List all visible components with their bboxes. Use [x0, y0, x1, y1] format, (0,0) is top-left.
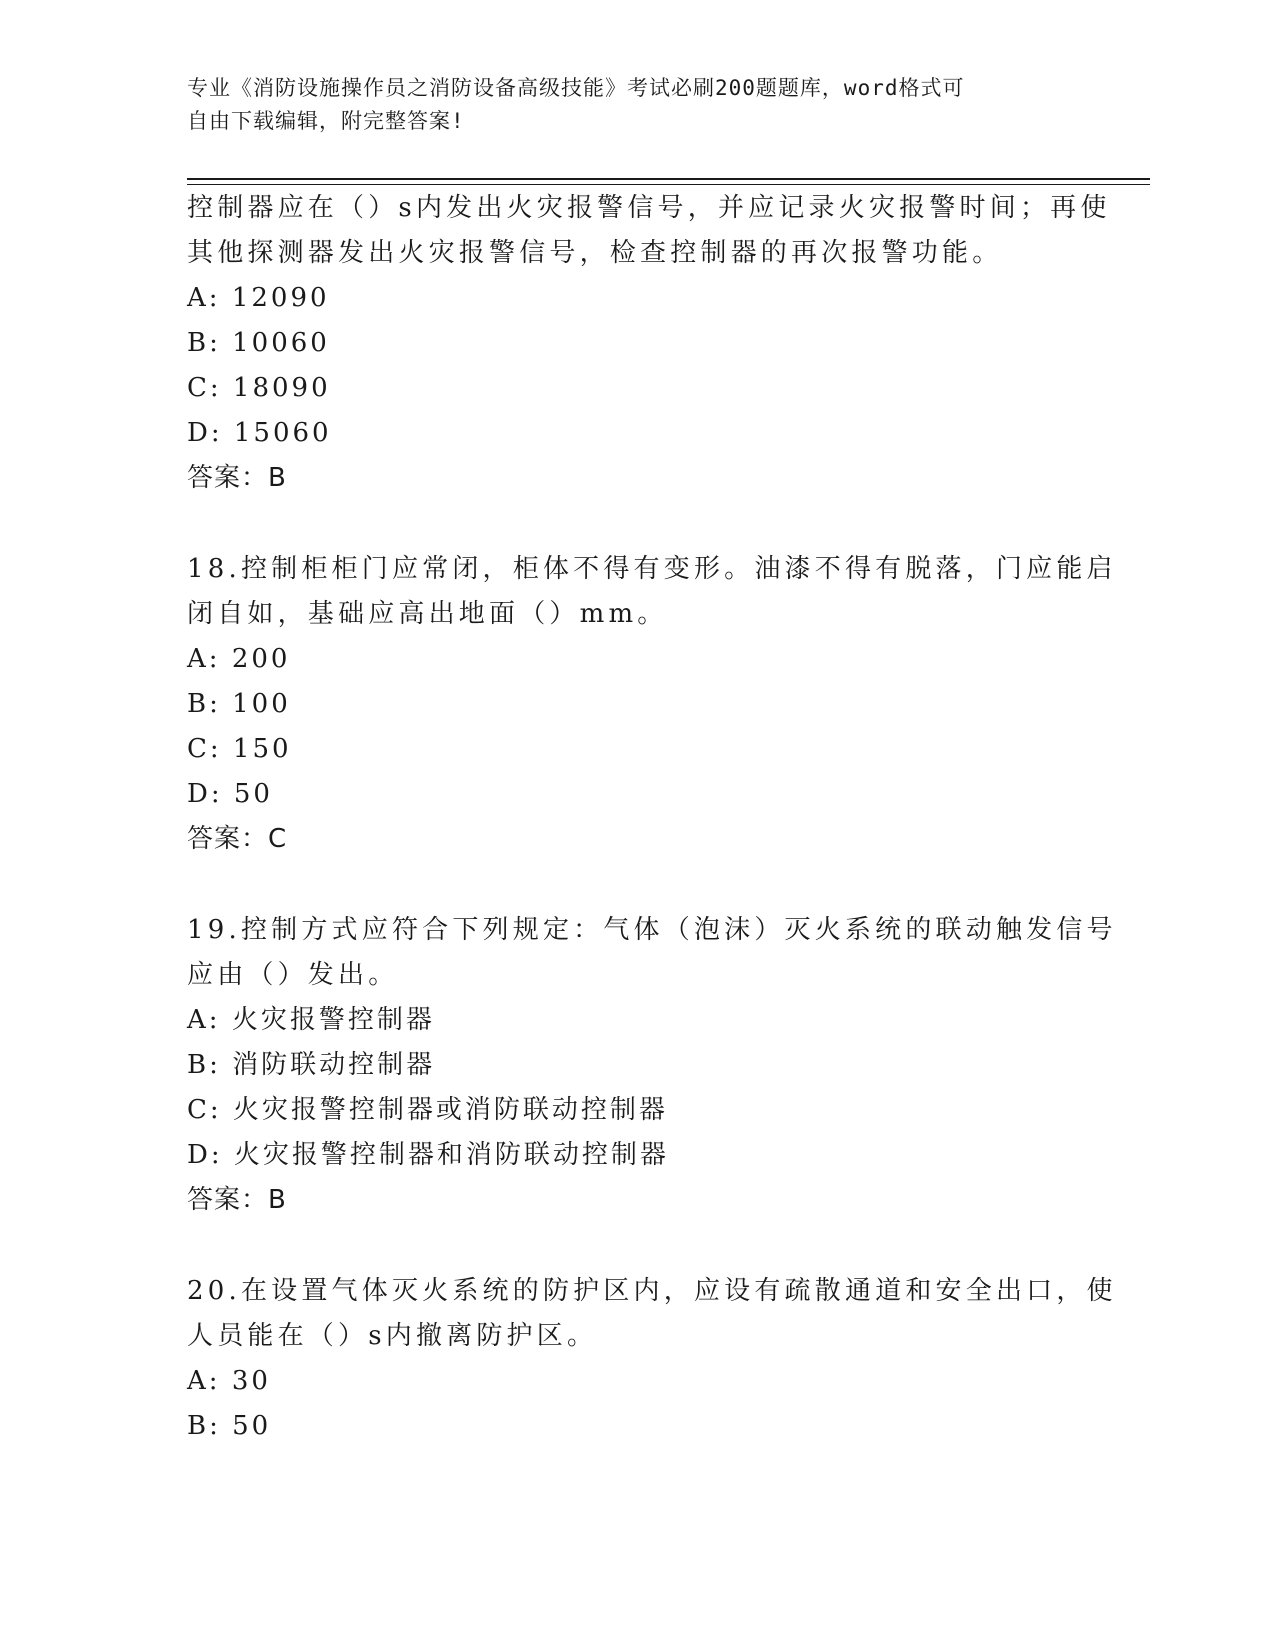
option-letter: A:	[187, 644, 221, 674]
option-text: 火灾报警控制器或消防联动控制器	[232, 1095, 668, 1125]
option-b	[187, 682, 1087, 727]
question-text	[187, 547, 1117, 637]
question-line: 其他探测器发出火灾报警信号，检查控制器的再次报警功能。	[187, 238, 1003, 268]
document-header	[187, 72, 1067, 138]
spacer	[187, 1223, 1087, 1269]
option-c	[187, 366, 1087, 411]
question-block	[187, 186, 1111, 501]
option-d	[187, 411, 1087, 456]
question-text	[187, 908, 1117, 998]
option-letter: B:	[187, 328, 221, 358]
option-letter: D:	[187, 779, 223, 809]
option-c	[187, 727, 1087, 772]
option-letter: A:	[187, 1005, 221, 1035]
option-text: 50	[232, 1411, 272, 1441]
option-text: 10060	[232, 328, 330, 358]
option-a	[187, 276, 1087, 321]
question-block	[187, 547, 1117, 862]
question-line: 应由（）发出。	[187, 960, 399, 990]
option-letter: A:	[187, 283, 221, 313]
option-letter: D:	[187, 418, 223, 448]
spacer	[187, 862, 1087, 908]
question-line: 闭自如，基础应高出地面（）mm。	[187, 599, 668, 629]
question-list	[187, 186, 1117, 1449]
option-a	[187, 1359, 1087, 1404]
header-divider-thin	[187, 184, 1150, 185]
option-text: 18090	[232, 373, 331, 403]
option-letter: B:	[187, 689, 221, 719]
question-text	[187, 1269, 1117, 1359]
option-text: 50	[233, 779, 273, 809]
question-block	[187, 1269, 1117, 1449]
option-text: 消防联动控制器	[232, 1050, 436, 1080]
option-letter: A:	[187, 1366, 221, 1396]
option-text: 12090	[231, 283, 330, 313]
option-letter: C:	[187, 373, 222, 403]
spacer	[187, 501, 1087, 547]
option-letter: C:	[187, 734, 222, 764]
option-b	[187, 1043, 1087, 1088]
option-c	[187, 1088, 1087, 1133]
option-letter: C:	[187, 1095, 222, 1125]
option-text: 200	[231, 644, 291, 674]
option-text: 火灾报警控制器	[231, 1005, 435, 1035]
answer-line: 答案：C	[187, 824, 288, 854]
question-text	[187, 186, 1111, 276]
option-letter: B:	[187, 1411, 221, 1441]
option-a	[187, 637, 1087, 682]
option-text: 15060	[233, 418, 332, 448]
question-line: 20.在设置气体灭火系统的防护区内，应设有疏散通道和安全出口，使	[187, 1276, 1117, 1306]
question-line: 人员能在（）s内撤离防护区。	[187, 1321, 598, 1351]
question-line: 19.控制方式应符合下列规定：气体（泡沫）灭火系统的联动触发信号	[187, 915, 1117, 945]
option-text: 火灾报警控制器和消防联动控制器	[233, 1140, 669, 1170]
option-d	[187, 1133, 1087, 1178]
header-divider-thick	[187, 178, 1150, 180]
header-line-2: 自由下载编辑，附完整答案!	[187, 109, 465, 133]
option-b	[187, 1404, 1087, 1449]
option-letter: D:	[187, 1140, 223, 1170]
question-block	[187, 908, 1117, 1223]
option-text: 150	[232, 734, 292, 764]
option-a	[187, 998, 1087, 1043]
question-line: 控制器应在（）s内发出火灾报警信号，并应记录火灾报警时间；再使	[187, 193, 1111, 223]
option-letter: B:	[187, 1050, 221, 1080]
option-text: 30	[231, 1366, 271, 1396]
answer-line: 答案：B	[187, 1185, 287, 1215]
answer-line: 答案：B	[187, 463, 287, 493]
option-text: 100	[232, 689, 291, 719]
option-b	[187, 321, 1087, 366]
option-d	[187, 772, 1087, 817]
header-line-1: 专业《消防设施操作员之消防设备高级技能》考试必刷200题题库，word格式可	[187, 76, 965, 100]
question-line: 18.控制柜柜门应常闭，柜体不得有变形。油漆不得有脱落，门应能启	[187, 554, 1117, 584]
